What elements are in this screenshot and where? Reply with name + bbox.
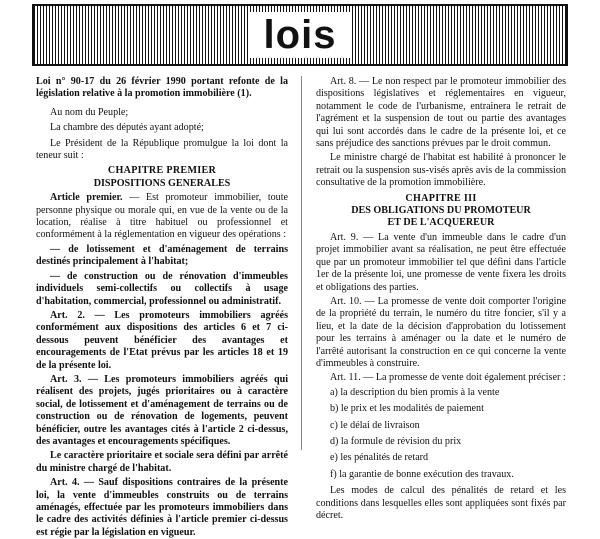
chapter-heading: CHAPITRE III: [405, 192, 477, 204]
article-11: [316, 372, 566, 384]
article-8: [316, 76, 566, 150]
article-label: Art. 3.: [50, 373, 82, 385]
article-1: [36, 192, 288, 242]
article-text: — Les promoteurs immobiliers agréés qui réalisent des projets, jugés prioritaires ou à caractère social, de lotissement et d'aménagement de terrains ou de construction ou de rénovation de logements, peuvent bénéficier, outre les avantages cités à l'article 2 ci-dessus, des avantages et encouragements spécifiques.: [36, 373, 289, 447]
article-4: [36, 477, 288, 539]
article-2: [36, 310, 288, 372]
article-9: [316, 232, 566, 294]
article-text: — Le non respect par le promoteur immobilier des dispositions législatives et réglementaires en vigueur, notamment le code de l'urbanisme, entrainera le retrait de l'agrément et la suspension de tout ou partie des avantages qui lui sont accordés dans le cadre de la présente loi, et ce sans préjudice des sanctions prévues par le droit commun.: [316, 76, 566, 150]
article-paragraph: Les modes de calcul des pénalités de retard et les conditions dans lesquelles elles sont appliquées sont fixés par décret.: [316, 485, 566, 521]
article-text: — Sauf dispositions contraires de la présente loi, la vente d'immeubles construits ou de terrains aménagés, effectuée par les promoteurs immobiliers dans le cadre des activités définies à l'article premier ci-dessus est régie par la législation en vigueur.: [36, 477, 289, 538]
chapter-title: DES OBLIGATIONS DU PROMOTEUR: [351, 205, 531, 217]
intro-line: Le Président de la République promulgue la loi dont la teneur suit :: [36, 137, 288, 162]
article-10: [316, 296, 566, 370]
law-title: Loi n° 90-17 du 26 février 1990 portant refonte de la législation relative à la promotion immobilière (1).: [36, 76, 288, 100]
article-label: Article premier.: [50, 192, 123, 204]
list-item: b) le prix et les modalités de paiement: [330, 403, 484, 415]
header-banner: [32, 4, 568, 66]
article-3: [36, 374, 288, 448]
intro-line: Au nom du Peuple;: [50, 106, 129, 118]
article-paragraph: Le ministre chargé de l'habitat est habilité à prononcer le retrait ou la suspension sus-visés après avis de la commission consultative de la promotion immobilière.: [316, 152, 566, 189]
article-label: Art. 4.: [50, 477, 80, 489]
article-label: Art. 2.: [50, 309, 85, 321]
list-item: e) les pénalités de retard: [330, 452, 429, 464]
article-text: — La vente d'un immeuble dans le cadre d'un projet immobilier avant sa réalisation, ne peut être effectuée que par un promoteur immobilier tel que défini dans l'article 1er de la présente loi, une promesse de vente fixera les droits et obligations des parties.: [316, 231, 566, 293]
article-text: — La promesse de vente doit également préciser :: [360, 372, 566, 384]
article-item: — de lotissement et d'aménagement de terrains destinés principalement à l'habitat;: [36, 243, 288, 268]
right-column: [316, 76, 566, 521]
list-item: c) le délai de livraison: [330, 419, 420, 431]
article-label: Art. 8.: [330, 76, 357, 87]
left-column: [36, 76, 289, 538]
list-item: a) la description du bien promis à la vente: [330, 386, 500, 398]
list-item: f) la garantie de bonne exécution des travaux.: [330, 468, 514, 480]
article-text: — La promesse de vente doit comporter l'origine de la propriété du terrain, le numéro du titre foncier, s'il y a lieu, et la date de la décision d'approbation du lotissement pour les terrains à aménager ou la date et le numéro de l'arrêté autorisant la construction en ce qui concerne la vente d'immeubles à construire.: [316, 295, 566, 369]
article-label: Art. 9.: [330, 231, 359, 243]
column-divider: [301, 76, 302, 450]
article-paragraph: Le caractère prioritaire et sociale sera défini par arrêté du ministre chargé de l'habitat.: [36, 450, 288, 474]
chapter-title-line2: ET DE L'ACQUEREUR: [387, 217, 495, 229]
article-label: Art. 11.: [330, 372, 361, 384]
intro-line: La chambre des députés ayant adopté;: [50, 122, 204, 134]
chapter-heading: CHAPITRE PREMIER: [107, 165, 217, 177]
article-item: — de construction ou de rénovation d'immeubles individuels semi-collectifs ou collectifs à usage d'habitation, commercial, professionnel ou administratif.: [36, 270, 288, 307]
article-text: — Est promoteur immobilier, toute personne physique ou morale qui, en vue de la vente ou de la location, réalise à titre habituel ou professionnel et conformément à la réglementation en vigueur des opérations :: [36, 192, 289, 241]
list-item: d) la formule de révision du prix: [330, 435, 462, 447]
chapter-title: DISPOSITIONS GENERALES: [93, 177, 231, 189]
banner-title: lois: [250, 12, 351, 58]
article-label: Art. 10.: [330, 295, 362, 307]
article-text: — Les promoteurs immobiliers agréés conformément aux dispositions des articles 6 et 7 ci-dessous peuvent bénéficier des avantages et encouragements de l'Etat prévus par les articles 18 et 19 de la présente loi.: [36, 309, 288, 371]
